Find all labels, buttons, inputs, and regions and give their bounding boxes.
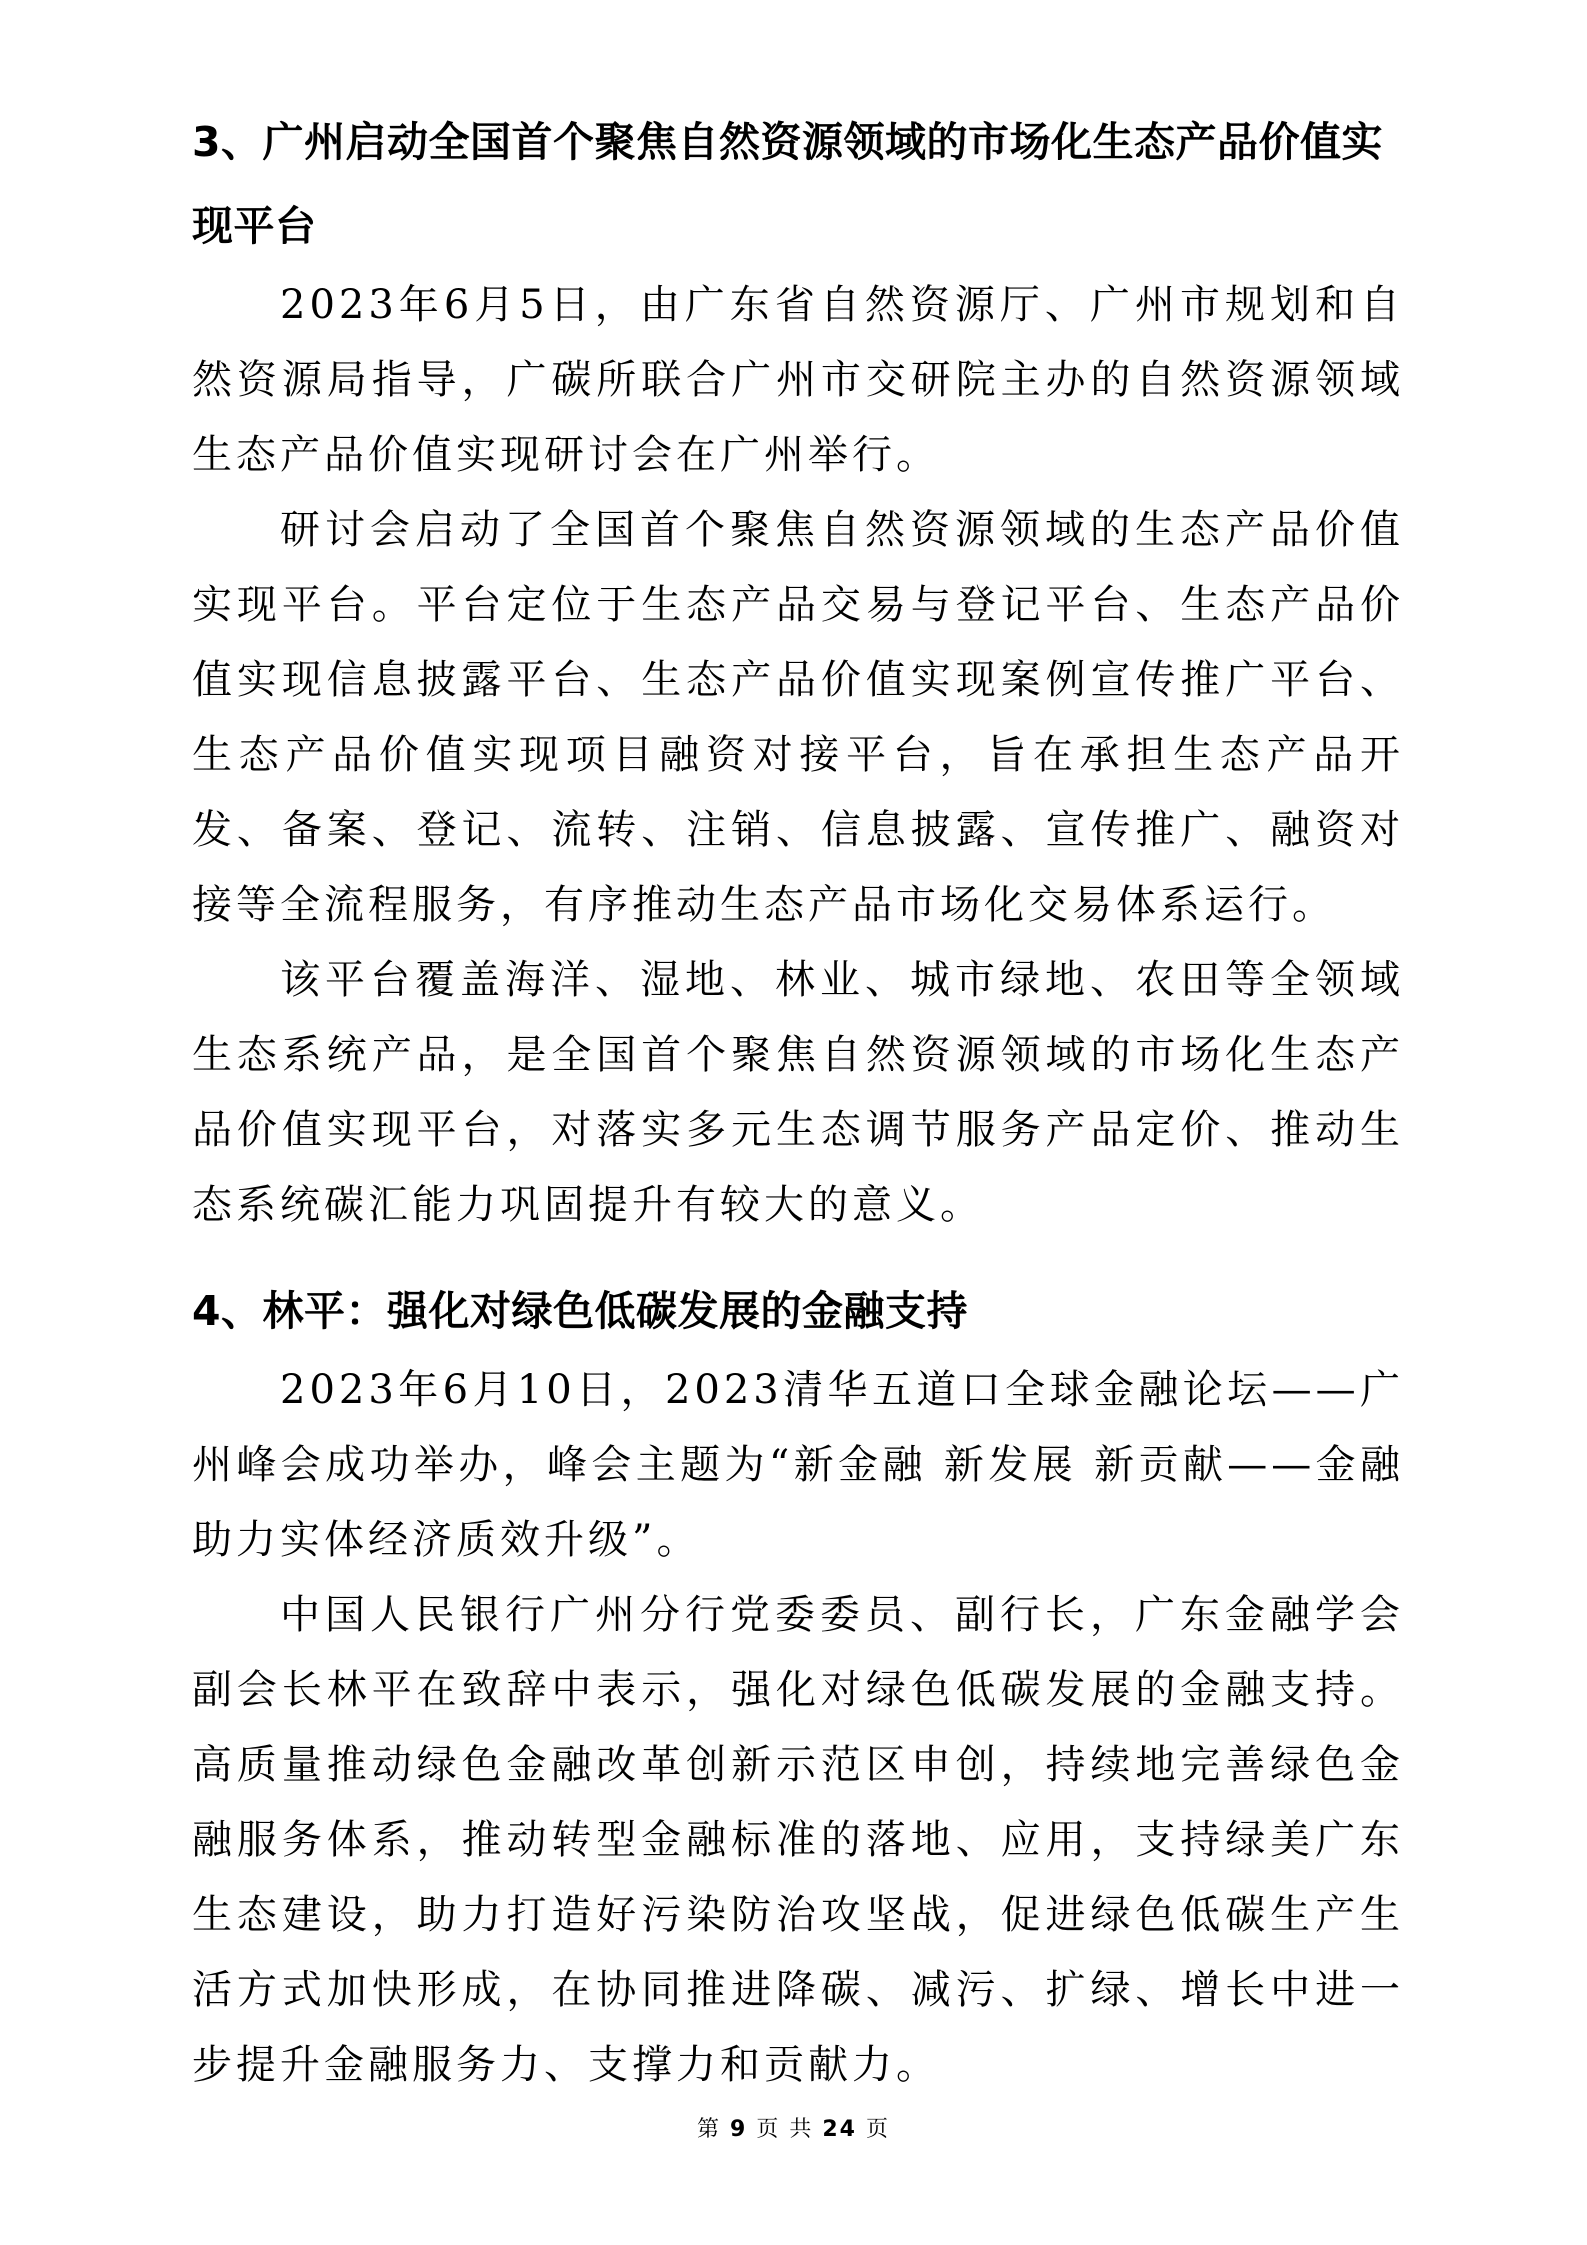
section-3-heading: 3、广州启动全国首个聚焦自然资源领域的市场化生态产品价值实现平台 xyxy=(192,118,1384,250)
footer-total-pages: 24 xyxy=(822,2117,857,2142)
document-page xyxy=(192,100,1404,2103)
footer-prefix: 第 xyxy=(697,2117,722,2142)
section-3-paragraph-3: 该平台覆盖海洋、湿地、林业、城市绿地、农田等全领域生态系统产品，是全国首个聚焦自然资源领域的市场化生态产品价值实现平台，对落实多元生态调节服务产品定价、推动生态系统碳汇能力巩固提升有较大的意义。 xyxy=(192,957,1404,1228)
section-4-paragraph-2: 中国人民银行广州分行党委委员、副行长，广东金融学会副会长林平在致辞中表示，强化对绿色低碳发展的金融支持。高质量推动绿色金融改革创新示范区申创，持续地完善绿色金融服务体系，推动转型金融标准的落地、应用，支持绿美广东生态建设，助力打造好污染防治攻坚战，促进绿色低碳生产生活方式加快形成，在协同推进降碳、减污、扩绿、增长中进一步提升金融服务力、支撑力和贡献力。 xyxy=(192,1592,1404,2088)
footer-page-number: 9 xyxy=(730,2117,748,2142)
page-footer xyxy=(0,2112,1587,2143)
section-3-paragraph-1: 2023年6月5日，由广东省自然资源厅、广州市规划和自然资源局指导，广碳所联合广州市交研院主办的自然资源领域生态产品价值实现研讨会在广州举行。 xyxy=(192,282,1404,478)
footer-middle: 页 共 xyxy=(756,2117,814,2142)
footer-suffix: 页 xyxy=(865,2117,890,2142)
section-4-paragraph-1: 2023年6月10日，2023清华五道口全球金融论坛——广州峰会成功举办，峰会主题为“新金融 新发展 新贡献——金融助力实体经济质效升级”。 xyxy=(192,1367,1404,1563)
section-3-paragraph-2: 研讨会启动了全国首个聚焦自然资源领域的生态产品价值实现平台。平台定位于生态产品交易与登记平台、生态产品价值实现信息披露平台、生态产品价值实现案例宣传推广平台、生态产品价值实现项目融资对接平台，旨在承担生态产品开发、备案、登记、流转、注销、信息披露、宣传推广、融资对接等全流程服务，有序推动生态产品市场化交易体系运行。 xyxy=(192,507,1404,928)
section-4-heading: 4、林平：强化对绿色低碳发展的金融支持 xyxy=(192,1287,969,1335)
